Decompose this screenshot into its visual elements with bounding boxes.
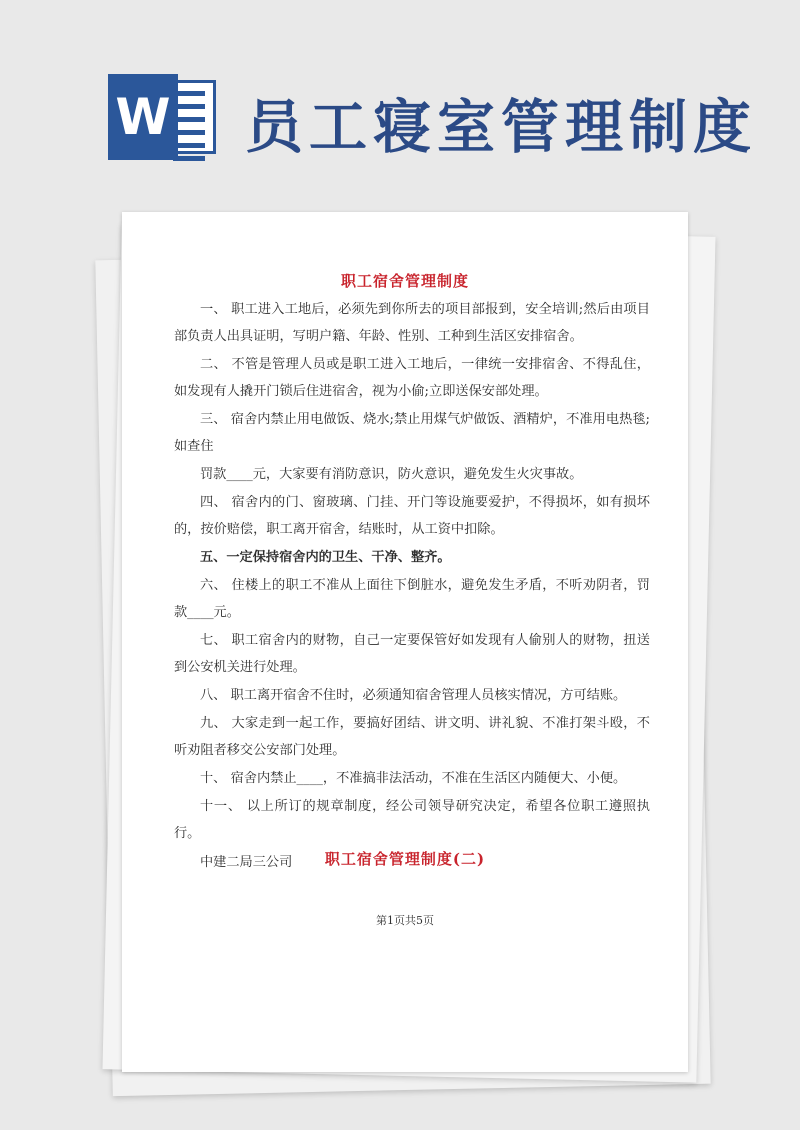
- rule-paragraph: 八、 职工离开宿舍不住时，必须通知宿舍管理人员核实情况，方可结账。: [200, 688, 627, 703]
- word-logo-badge: W: [108, 74, 178, 160]
- document-subtitle: 职工宿舍管理制度(二): [324, 850, 486, 868]
- page-number: 第1页共5页: [376, 914, 434, 927]
- rule-paragraph: 三、 宿舍内禁止用电做饭、烧水;禁止用煤气炉做饭、酒精炉，不准用电热毯;如查住: [174, 412, 650, 454]
- rule-paragraph: 六、 住楼上的职工不准从上面往下倒脏水，避免发生矛盾，不听劝阴者，罚款____元。: [174, 578, 650, 620]
- page-title: 员工寝室管理制度: [245, 93, 758, 161]
- rule-paragraph: 罚款____元，大家要有消防意识，防火意识，避免发生火灾事故。: [200, 467, 583, 482]
- word-document-icon: [108, 74, 218, 160]
- rule-paragraph: 五、一定保持宿舍内的卫生、干净、整齐。: [200, 550, 451, 565]
- rule-paragraph: 四、 宿舍内的门、窗玻璃、门挂、开门等设施要爱护，不得损坏，如有损坏的，按价赔偿，职工离开宿舍，结账时，从工资中扣除。: [174, 495, 650, 537]
- document-body: [174, 296, 650, 876]
- rule-paragraph: 十、 宿舍内禁止____，不准搞非法活动，不准在生活区内随便大、小便。: [200, 771, 627, 786]
- rule-paragraph: 九、 大家走到一起工作，要搞好团结、讲文明、讲礼貌、不准打架斗殴，不听劝阻者移交公安部门处理。: [174, 716, 650, 758]
- company-signature: 中建二局三公司: [200, 855, 293, 870]
- document-page: [122, 212, 688, 1072]
- rule-paragraph: 七、 职工宿舍内的财物，自己一定要保管好如发现有人偷别人的财物，扭送到公安机关进行处理。: [174, 633, 650, 675]
- document-title: 职工宿舍管理制度: [340, 272, 469, 290]
- rule-paragraph: 二、 不管是管理人员或是职工进入工地后，一律统一安排宿舍、不得乱住，如发现有人撬开门锁后住进宿舍，视为小偷;立即送保安部处理。: [174, 357, 650, 399]
- rule-paragraph: 十一、 以上所订的规章制度，经公司领导研究决定，希望各位职工遵照执行。: [174, 799, 650, 841]
- header-banner: [0, 0, 800, 200]
- rule-paragraph: 一、 职工进入工地后，必须先到你所去的项目部报到，安全培训;然后由项目部负责人出具证明，写明户籍、年龄、性别、工种到生活区安排宿舍。: [174, 302, 650, 344]
